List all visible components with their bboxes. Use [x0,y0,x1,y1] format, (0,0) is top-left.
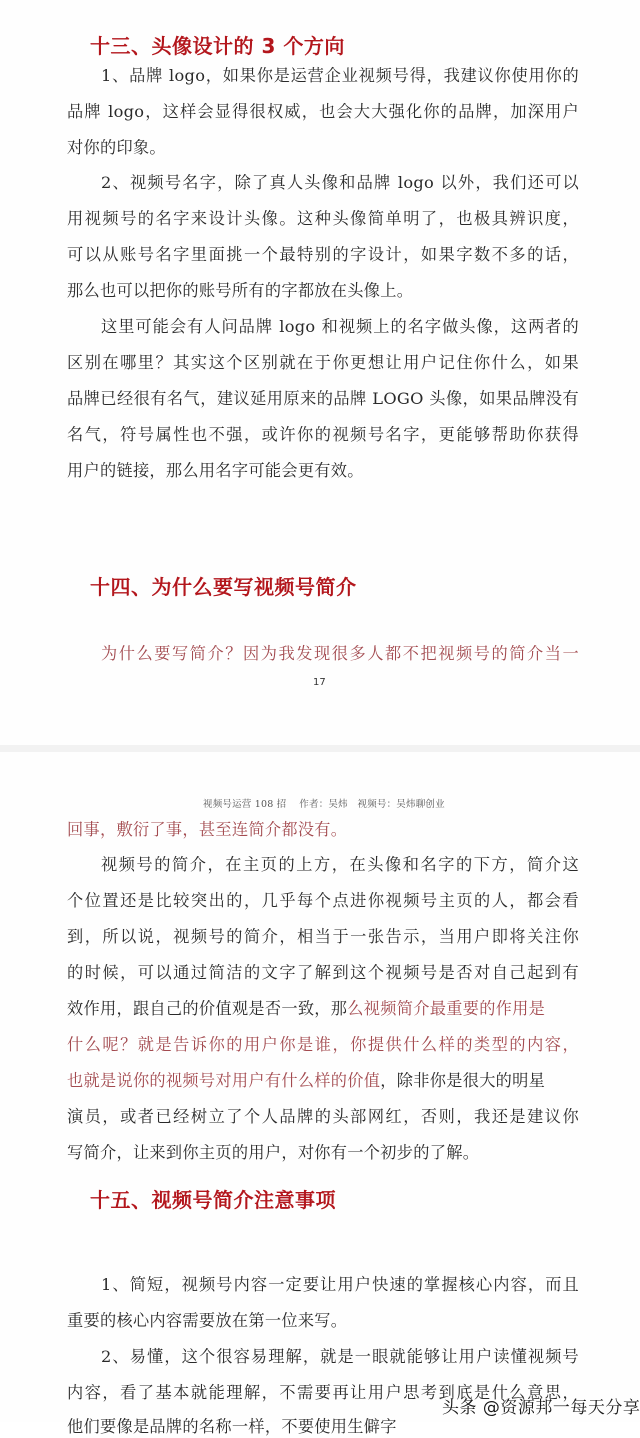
paragraph-text: ，除非你是很大的明星 [380,1071,546,1090]
section-14-heading: 十四、为什么要写视频号简介 [90,575,357,599]
paragraph-line: 用视频号的名字来设计头像。这种头像简单明了，也极具辨识度， [67,209,579,228]
paragraph-line: 品牌 logo，这样会显得很权威，也会大大强化你的品牌，加深用户 [67,102,579,121]
paragraph-line: 的时候，可以通过简洁的文字了解到这个视频号是否对自己起到有 [67,963,579,982]
emphasis-line: 什么呢？就是告诉你的用户你是谁，你提供什么样的类型的内容， [67,1035,579,1054]
paragraph-line: 可以从账号名字里面挑一个最特别的字设计，如果字数不多的话， [67,245,579,264]
paragraph-text: 效作用，跟自己的价值观是否一致，那 [67,999,348,1018]
paragraph-line: 1、简短，视频号内容一定要让用户快速的掌握核心内容，而且 [101,1275,579,1294]
paragraph-line: 这里可能会有人问品牌 logo 和视频上的名字做头像，这两者的 [101,317,579,336]
section-13-heading: 十三、头像设计的 3 个方向 [90,34,345,58]
emphasis-text: 也就是说你的视频号对用户有什么样的价值 [67,1071,381,1090]
emphasis-text: 么视频简介最重要的作用是 [347,999,546,1018]
paragraph-line: 1、品牌 logo，如果你是运营企业视频号得，我建议你使用你的 [101,66,579,85]
document-page-18 [0,752,640,1436]
paragraph-line: 用户的链接，那么用名字可能会更有效。 [67,461,364,480]
paragraph-line: 区别在哪里？其实这个区别就在于你更想让用户记住你什么，如果 [67,353,579,372]
paragraph-line: 视频号的简介，在主页的上方，在头像和名字的下方，简介这 [101,855,579,874]
source-watermark: 头条 @资源邦一每天分享 [442,1398,640,1418]
running-header: 视频号运营 108 招 作者：吴炜 视频号：吴炜聊创业 [203,799,445,810]
paragraph-line-mixed [67,1070,579,1092]
paragraph-line: 到，所以说，视频号的简介，相当于一张告示，当用户即将关注你 [67,927,579,946]
paragraph-line: 那么也可以把你的账号所有的字都放在头像上。 [67,281,414,300]
page-number: 17 [313,677,326,688]
paragraph-line: 个位置还是比较突出的，几乎每个点进你视频号主页的人，都会看 [67,891,579,910]
paragraph-line-mixed [67,998,579,1020]
paragraph-line: 2、易懂，这个很容易理解，就是一眼就能够让用户读懂视频号 [101,1347,579,1366]
paragraph-line: 2、视频号名字，除了真人头像和品牌 logo 以外，我们还可以 [101,173,579,192]
paragraph-line: 对你的印象。 [67,138,166,157]
section-15-heading: 十五、视频号简介注意事项 [90,1188,336,1212]
page-separator [0,745,640,752]
paragraph-line: 写简介，让来到你主页的用户，对你有一个初步的了解。 [67,1143,480,1162]
emphasis-line: 回事，敷衍了事，甚至连简介都没有。 [67,820,348,839]
paragraph-line: 他们要像是品牌的名称一样，不要使用生僻字 [67,1417,397,1436]
emphasis-line: 为什么要写简介？因为我发现很多人都不把视频号的简介当一 [101,644,579,663]
paragraph-line: 内容，看了基本就能理解，不需要再让用户思考到底是什么意思， [67,1383,579,1402]
paragraph-line: 品牌已经很有名气，建议延用原来的品牌 LOGO 头像，如果品牌没有 [67,389,579,408]
paragraph-line: 名气，符号属性也不强，或许你的视频号名字，更能够帮助你获得 [67,425,579,444]
paragraph-line: 演员，或者已经树立了个人品牌的头部网红，否则，我还是建议你 [67,1107,579,1126]
paragraph-line: 重要的核心内容需要放在第一位来写。 [67,1311,348,1330]
